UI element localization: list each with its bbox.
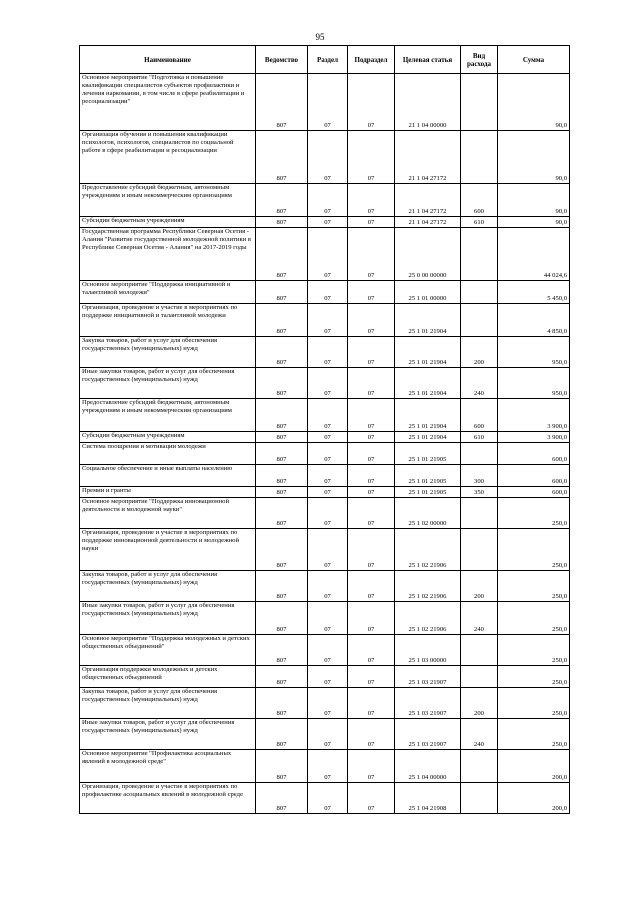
row-subsection: 07: [348, 635, 395, 666]
page-number: 95: [315, 32, 325, 42]
row-name: Организация, проведение и участие в мероприятиях по поддержке инициативной и талантливой молодежи: [80, 304, 256, 337]
row-name: Закупка товаров, работ и услуг для обеспечения государственных (муниципальных) нужд: [80, 688, 256, 719]
row-name: Субсидии бюджетным учреждениям: [80, 217, 256, 228]
row-target-article: 21 1 04 00000: [395, 74, 461, 131]
row-target-article: 25 1 02 00000: [395, 498, 461, 529]
row-expense-type: 200: [461, 571, 498, 602]
row-department: 807: [256, 304, 308, 337]
row-target-article: 25 1 01 00000: [395, 281, 461, 304]
row-name: Иные закупки товаров, работ и услуг для обеспечения государственных (муниципальных) нужд: [80, 719, 256, 750]
header-expense-type: Вид расхода: [461, 46, 498, 74]
row-target-article: 25 1 01 21905: [395, 487, 461, 498]
table-row: [80, 487, 570, 498]
table-row: [80, 783, 570, 814]
row-expense-type: [461, 74, 498, 131]
table-row: [80, 131, 570, 184]
row-subsection: 07: [348, 688, 395, 719]
row-name: Закупка товаров, работ и услуг для обеспечения государственных (муниципальных) нужд: [80, 337, 256, 368]
row-department: 807: [256, 719, 308, 750]
row-target-article: 25 1 02 21906: [395, 529, 461, 571]
row-amount: 90,0: [498, 184, 570, 217]
row-target-article: 25 1 03 21907: [395, 688, 461, 719]
row-expense-type: 240: [461, 719, 498, 750]
row-amount: 250,0: [498, 602, 570, 635]
table-row: [80, 337, 570, 368]
row-expense-type: [461, 131, 498, 184]
row-name: Предоставление субсидий бюджетным, автономным учреждениям и иным некоммерческим организациям: [80, 184, 256, 217]
row-department: 807: [256, 432, 308, 443]
row-target-article: 25 1 01 21904: [395, 399, 461, 432]
row-amount: 4 850,0: [498, 304, 570, 337]
row-expense-type: 610: [461, 217, 498, 228]
row-department: 807: [256, 688, 308, 719]
table-row: [80, 443, 570, 465]
budget-table: [79, 45, 570, 814]
row-target-article: 25 1 04 21908: [395, 783, 461, 814]
row-expense-type: [461, 498, 498, 529]
row-subsection: 07: [348, 304, 395, 337]
row-name: Иные закупки товаров, работ и услуг для обеспечения государственных (муниципальных) нужд: [80, 368, 256, 399]
row-section: 07: [308, 666, 348, 688]
row-subsection: 07: [348, 750, 395, 783]
row-department: 807: [256, 368, 308, 399]
row-subsection: 07: [348, 228, 395, 281]
table-row: [80, 399, 570, 432]
row-section: 07: [308, 602, 348, 635]
row-target-article: 25 1 02 21906: [395, 571, 461, 602]
row-expense-type: [461, 666, 498, 688]
header-target-article: Целевая статья: [395, 46, 461, 74]
row-amount: 90,0: [498, 74, 570, 131]
row-section: 07: [308, 529, 348, 571]
header-department: Ведомство: [256, 46, 308, 74]
row-section: 07: [308, 131, 348, 184]
row-amount: 250,0: [498, 666, 570, 688]
row-subsection: 07: [348, 74, 395, 131]
row-department: 807: [256, 750, 308, 783]
row-subsection: 07: [348, 368, 395, 399]
row-section: 07: [308, 304, 348, 337]
row-subsection: 07: [348, 529, 395, 571]
row-expense-type: 300: [461, 465, 498, 487]
row-section: 07: [308, 184, 348, 217]
row-expense-type: 350: [461, 487, 498, 498]
header-name: Наименование: [80, 46, 256, 74]
row-department: 807: [256, 217, 308, 228]
row-subsection: 07: [348, 432, 395, 443]
row-target-article: 25 1 01 21904: [395, 368, 461, 399]
row-subsection: 07: [348, 217, 395, 228]
row-subsection: 07: [348, 602, 395, 635]
row-department: 807: [256, 184, 308, 217]
row-amount: 3 900,0: [498, 399, 570, 432]
row-department: 807: [256, 337, 308, 368]
row-name: Основное мероприятие "Профилактика асоциальных явлений в молодежной среде": [80, 750, 256, 783]
row-subsection: 07: [348, 131, 395, 184]
row-department: 807: [256, 443, 308, 465]
row-expense-type: 240: [461, 602, 498, 635]
row-target-article: 21 1 04 27172: [395, 217, 461, 228]
row-amount: 200,0: [498, 783, 570, 814]
row-target-article: 25 1 02 21906: [395, 602, 461, 635]
row-department: 807: [256, 131, 308, 184]
row-subsection: 07: [348, 719, 395, 750]
row-name: Премии и гранты: [80, 487, 256, 498]
row-name: Основное мероприятие "Поддержка молодежных и детских общественных объединений": [80, 635, 256, 666]
table-row: [80, 635, 570, 666]
table-row: [80, 571, 570, 602]
row-section: 07: [308, 74, 348, 131]
row-expense-type: [461, 783, 498, 814]
row-expense-type: [461, 750, 498, 783]
row-department: 807: [256, 281, 308, 304]
row-subsection: 07: [348, 465, 395, 487]
row-expense-type: 600: [461, 399, 498, 432]
row-amount: 5 450,0: [498, 281, 570, 304]
row-name: Основное мероприятие "Поддержка инновационной деятельности и молодежной науки": [80, 498, 256, 529]
row-name: Основное мероприятие "Подготовка и повышение квалификации специалистов субъектов профилактики и лечения наркомании, в том числе в сфере реабилитации и ресоциализации": [80, 74, 256, 131]
row-section: 07: [308, 228, 348, 281]
row-amount: 600,0: [498, 443, 570, 465]
row-section: 07: [308, 498, 348, 529]
row-target-article: 25 1 03 21907: [395, 666, 461, 688]
table-row: [80, 666, 570, 688]
row-section: 07: [308, 432, 348, 443]
table-row: [80, 368, 570, 399]
table-row: [80, 465, 570, 487]
row-expense-type: 610: [461, 432, 498, 443]
table-row: [80, 184, 570, 217]
row-name: Социальное обеспечение и иные выплаты населению: [80, 465, 256, 487]
row-name: Государственная программа Республики Северная Осетия - Алания "Развитие государственной молодежной политики в Республике Северная Осетия - Алания" на 2017-2019 годы: [80, 228, 256, 281]
row-section: 07: [308, 368, 348, 399]
header-amount: Сумма: [498, 46, 570, 74]
row-target-article: 25 1 03 21907: [395, 719, 461, 750]
row-section: 07: [308, 443, 348, 465]
row-target-article: 25 0 00 00000: [395, 228, 461, 281]
table-row: [80, 74, 570, 131]
row-department: 807: [256, 487, 308, 498]
row-amount: 250,0: [498, 719, 570, 750]
row-amount: 950,0: [498, 337, 570, 368]
row-amount: 250,0: [498, 498, 570, 529]
table-row: [80, 432, 570, 443]
row-amount: 90,0: [498, 217, 570, 228]
table-row: [80, 750, 570, 783]
row-subsection: 07: [348, 443, 395, 465]
row-subsection: 07: [348, 184, 395, 217]
table-header-row: [80, 46, 570, 74]
row-amount: 600,0: [498, 465, 570, 487]
table-row: [80, 304, 570, 337]
table-row: [80, 217, 570, 228]
row-department: 807: [256, 465, 308, 487]
row-subsection: 07: [348, 281, 395, 304]
row-name: Закупка товаров, работ и услуг для обеспечения государственных (муниципальных) нужд: [80, 571, 256, 602]
row-department: 807: [256, 498, 308, 529]
row-subsection: 07: [348, 571, 395, 602]
row-department: 807: [256, 783, 308, 814]
row-department: 807: [256, 74, 308, 131]
row-target-article: 25 1 04 00000: [395, 750, 461, 783]
row-name: Основное мероприятие "Поддержка инициативной и талантливой молодежи": [80, 281, 256, 304]
row-expense-type: 600: [461, 184, 498, 217]
row-section: 07: [308, 337, 348, 368]
row-target-article: 21 1 04 27172: [395, 184, 461, 217]
row-target-article: 21 1 04 27172: [395, 131, 461, 184]
row-section: 07: [308, 465, 348, 487]
row-target-article: 25 1 01 21904: [395, 304, 461, 337]
table-row: [80, 228, 570, 281]
row-subsection: 07: [348, 399, 395, 432]
row-section: 07: [308, 399, 348, 432]
row-section: 07: [308, 719, 348, 750]
row-department: 807: [256, 666, 308, 688]
row-expense-type: [461, 529, 498, 571]
row-department: 807: [256, 571, 308, 602]
table-row: [80, 281, 570, 304]
row-expense-type: [461, 228, 498, 281]
row-target-article: 25 1 01 21904: [395, 337, 461, 368]
row-subsection: 07: [348, 666, 395, 688]
row-expense-type: 240: [461, 368, 498, 399]
header-section: Раздел: [308, 46, 348, 74]
row-name: Организация, проведение и участие в мероприятиях по поддержке инновационной деятельности и молодежной науки: [80, 529, 256, 571]
header-subsection: Подраздел: [348, 46, 395, 74]
row-amount: 250,0: [498, 529, 570, 571]
row-name: Предоставление субсидий бюджетным, автономным учреждениям и иным некоммерческим организациям: [80, 399, 256, 432]
row-subsection: 07: [348, 783, 395, 814]
row-expense-type: 200: [461, 337, 498, 368]
row-target-article: 25 1 03 00000: [395, 635, 461, 666]
row-amount: 44 024,6: [498, 228, 570, 281]
row-subsection: 07: [348, 498, 395, 529]
table-row: [80, 719, 570, 750]
row-name: Организация, проведение и участие в мероприятиях по профилактике асоциальных явлений в молодежной среде: [80, 783, 256, 814]
row-expense-type: [461, 443, 498, 465]
row-target-article: 25 1 01 21904: [395, 432, 461, 443]
row-section: 07: [308, 281, 348, 304]
row-section: 07: [308, 571, 348, 602]
row-department: 807: [256, 635, 308, 666]
row-expense-type: 200: [461, 688, 498, 719]
row-amount: 600,0: [498, 487, 570, 498]
row-department: 807: [256, 602, 308, 635]
row-amount: 3 900,0: [498, 432, 570, 443]
row-subsection: 07: [348, 487, 395, 498]
row-amount: 250,0: [498, 688, 570, 719]
row-amount: 250,0: [498, 635, 570, 666]
table-row: [80, 602, 570, 635]
table-row: [80, 529, 570, 571]
row-section: 07: [308, 750, 348, 783]
row-expense-type: [461, 635, 498, 666]
row-section: 07: [308, 217, 348, 228]
row-department: 807: [256, 228, 308, 281]
row-name: Организация поддержки молодежных и детских общественных объединений: [80, 666, 256, 688]
row-name: Система поощрения и мотивации молодежи: [80, 443, 256, 465]
row-amount: 200,0: [498, 750, 570, 783]
row-name: Субсидии бюджетным учреждениям: [80, 432, 256, 443]
row-amount: 950,0: [498, 368, 570, 399]
table-row: [80, 498, 570, 529]
row-target-article: 25 1 01 21905: [395, 443, 461, 465]
row-section: 07: [308, 635, 348, 666]
table-row: [80, 688, 570, 719]
row-department: 807: [256, 399, 308, 432]
row-section: 07: [308, 487, 348, 498]
row-amount: 250,0: [498, 571, 570, 602]
row-subsection: 07: [348, 337, 395, 368]
row-name: Иные закупки товаров, работ и услуг для обеспечения государственных (муниципальных) нужд: [80, 602, 256, 635]
row-department: 807: [256, 529, 308, 571]
row-expense-type: [461, 304, 498, 337]
row-name: Организация обучения и повышения квалификации психологов, психологов, специалистов по социальной работе в сфере реабилитации и ресоциализации: [80, 131, 256, 184]
row-expense-type: [461, 281, 498, 304]
row-target-article: 25 1 01 21905: [395, 465, 461, 487]
row-amount: 90,0: [498, 131, 570, 184]
row-section: 07: [308, 688, 348, 719]
row-section: 07: [308, 783, 348, 814]
